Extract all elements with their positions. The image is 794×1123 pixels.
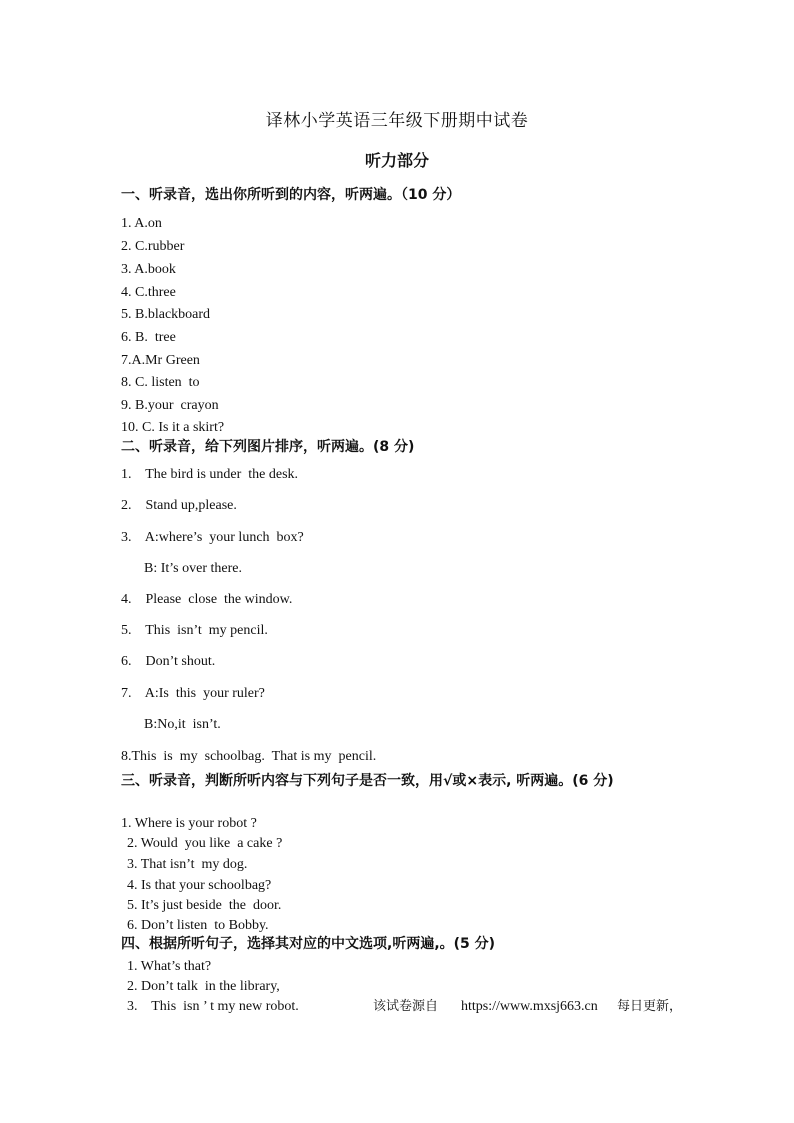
section3-item: 6. Don’t listen to Bobby. [127, 918, 269, 933]
section1-item: 2. C.rubber [121, 239, 185, 254]
section1-item: 6. B. tree [121, 330, 176, 345]
section3-item: 5. It’s just beside the door. [127, 898, 282, 913]
source-url-link[interactable]: https://www.mxsj663.cn [461, 999, 598, 1014]
section1-item: 9. B.your crayon [121, 398, 219, 413]
section1-heading: 一、听录音，选出你所听到的内容，听两遍。（10 分） [121, 187, 461, 203]
section2-item: 5. This isn’t my pencil. [121, 623, 268, 638]
section2-item: B:No,it isn’t. [144, 717, 221, 732]
update-label: 每日更新， [617, 999, 683, 1014]
section2-item: 4. Please close the window. [121, 592, 293, 607]
section2-item: 8.This is my schoolbag. That is my pencil. [121, 749, 377, 764]
section2-item: 6. Don’t shout. [121, 654, 216, 669]
section3-item: 2. Would you like a cake ? [127, 836, 283, 851]
section1-item: 3. A.book [121, 262, 176, 277]
section4-item: 2. Don’t talk in the library, [127, 979, 280, 994]
section1-item: 10. C. Is it a skirt? [121, 420, 225, 435]
section4-item: 1. What’s that? [127, 959, 212, 974]
section1-item: 5. B.blackboard [121, 307, 211, 322]
section1-item: 1. A.on [121, 216, 162, 231]
page-subtitle: 听力部分 [364, 151, 429, 170]
source-label: 该试卷源自 [373, 999, 439, 1014]
section2-heading: 二、听录音，给下列图片排序，听两遍。(8 分) [121, 439, 415, 455]
section1-item: 7.A.Mr Green [121, 353, 200, 368]
section4-heading: 四、根据所听句子，选择其对应的中文选项,听两遍,。(5 分) [121, 936, 496, 952]
section2-item: 7. A:Is this your ruler? [121, 686, 265, 701]
section3-heading: 三、听录音，判断所听内容与下列句子是否一致，用√或×表示, 听两遍。(6 分) [121, 773, 614, 789]
section1-item: 4. C.three [121, 285, 176, 300]
section2-item: B: It’s over there. [144, 561, 242, 576]
page-title: 译林小学英语三年级下册期中试卷 [265, 111, 529, 131]
section3-item: 3. That isn’t my dog. [127, 857, 248, 872]
section2-item: 3. A:where’s your lunch box? [121, 530, 304, 545]
section1-item: 8. C. listen to [121, 375, 200, 390]
section4-item: 3. This isn ’ t my new robot. [127, 999, 299, 1014]
section3-item: 4. Is that your schoolbag? [127, 878, 272, 893]
section2-item: 1. The bird is under the desk. [121, 467, 299, 482]
section2-item: 2. Stand up,please. [121, 498, 237, 513]
section3-item: 1. Where is your robot ? [121, 816, 257, 831]
